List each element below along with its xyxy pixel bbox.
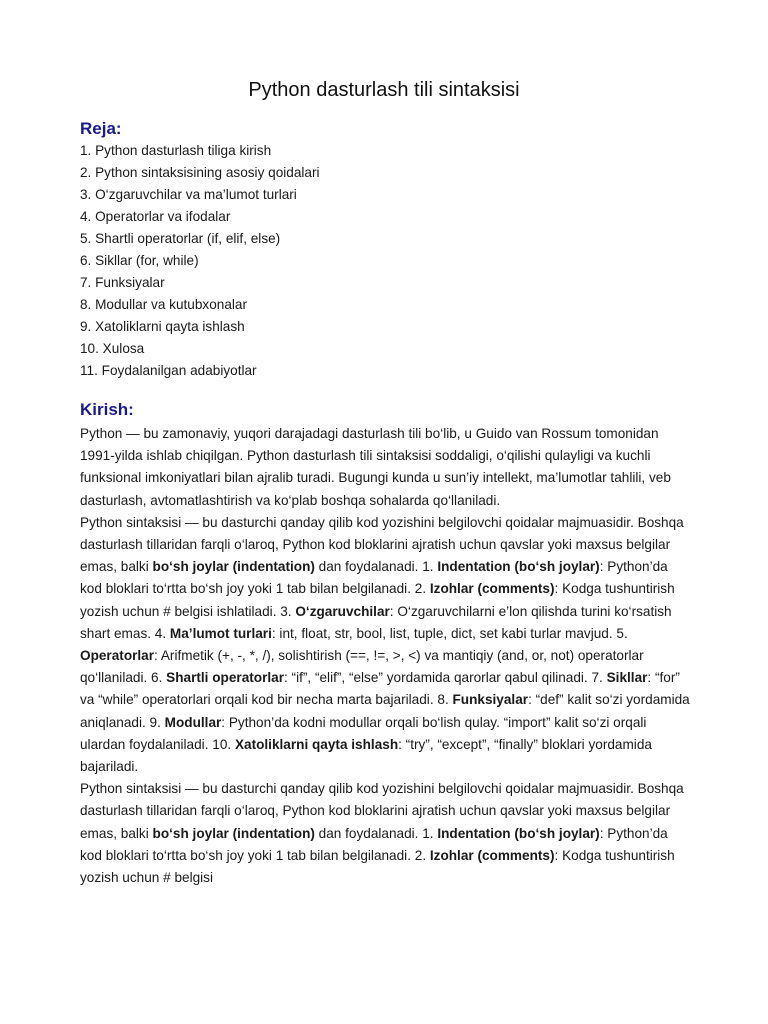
text-run: : Arifmetik (+, -, *, /), solishtirish (==, !=, >, <) va mantiqiy (and, or, not) operatorlar qo‘llaniladi. 6. (80, 648, 644, 686)
text-run: : Python’da kodni modullar orqali bo‘lish qulay. “import” kalit so‘zi orqali ulardan foydalaniladi. 10. (80, 714, 647, 752)
list-item: 7. Funksiyalar (80, 275, 165, 290)
text-run: Python sintaksisi — bu dasturchi qanday qilib kod yozishini belgilovchi qoidalar majmuasidir. Boshqa dasturlash tillaridan farqli o‘laroq, Python kod bloklarini ajratish uchun qavslar yoki maxsus belgilar emas, balki (80, 781, 684, 841)
text-run: : int, float, str, bool, list, tuple, dict, set kabi turlar mavjud. 5. (271, 625, 628, 641)
list-item: 5. Shartli operatorlar (if, elif, else) (80, 231, 281, 246)
text-run: : “try”, “except”, “finally” bloklari yordamida bajariladi. (80, 736, 652, 775)
list-item: 1. Python dasturlash tiliga kirish (80, 143, 272, 158)
text-run: : Kodga tushuntirish yozish uchun # belgisi ishlatiladi. 3. (80, 581, 675, 619)
list-item: 10. Xulosa (80, 341, 145, 356)
bold-term: O‘zgaruvchilar (295, 603, 390, 619)
bold-term: Sikllar (606, 670, 648, 686)
bold-term: Ma’lumot turlari (169, 625, 272, 641)
bold-term: Shartli operatorlar (166, 670, 284, 686)
bold-term: bo‘sh joylar (indentation) (152, 559, 315, 575)
bold-term: bo‘sh joylar (indentation) (152, 825, 315, 841)
text-run: : O‘zgaruvchilarni e’lon qilishda turini ko‘rsatish shart emas. 4. (80, 603, 672, 641)
text-run: : Python’da kod bloklari to‘rtta bo‘sh joy yoki 1 tab bilan belgilanadi. 2. (80, 825, 668, 863)
syntax-paragraph-repeat (80, 778, 690, 889)
bold-term: Funksiyalar (452, 692, 529, 708)
list-item: 9. Xatoliklarni qayta ishlash (80, 319, 245, 334)
text-run: : “def” kalit so‘zi yordamida aniqlanadi. 9. (80, 692, 690, 730)
bold-term: Operatorlar (80, 648, 155, 664)
body-text (80, 423, 690, 889)
text-run: : “for” va “while” operatorlari orqali kod bir necha marta bajariladi. 8. (80, 670, 680, 708)
intro-paragraph: Python — bu zamonaviy, yuqori darajadagi dasturlash tili bo‘lib, u Guido van Rossum tomonidan 1991-yilda ishlab chiqilgan. Python dasturlash tili sintaksisi soddaligi, o‘qilishi qulayligi va kuchli funksional imkoniyatlari bilan ajralib turadi. Bugungi kunda u sun’iy intellekt, ma’lumotlar tahlili, veb dasturlash, avtomatlashtirish va ko‘plab boshqa sohalarda qo‘llaniladi. (80, 426, 671, 508)
bold-term: Xatoliklarni qayta ishlash (234, 736, 399, 752)
bold-term: Modullar (164, 714, 222, 730)
list-item: 11. Foydalanilgan adabiyotlar (80, 363, 257, 378)
list-item: 3. O‘zgaruvchilar va ma’lumot turlari (80, 187, 297, 202)
plan-heading: Reja: (80, 119, 122, 138)
bold-term: Izohlar (comments) (429, 581, 555, 597)
list-item: 4. Operatorlar va ifodalar (80, 209, 231, 224)
list-item: 8. Modullar va kutubxonalar (80, 297, 247, 312)
syntax-paragraph (80, 512, 690, 778)
list-item: 6. Sikllar (for, while) (80, 253, 199, 268)
bold-term: Indentation (bo‘sh joylar) (437, 559, 600, 575)
text-run: : Python’da kod bloklari to‘rtta bo‘sh joy yoki 1 tab bilan belgilanadi. 2. (80, 559, 668, 597)
intro-heading: Kirish: (80, 400, 134, 419)
page-title: Python dasturlash tili sintaksisi (248, 79, 520, 101)
list-item: 2. Python sintaksisining asosiy qoidalari (80, 165, 320, 180)
text-run: : “if”, “elif”, “else” yordamida qarorlar qabul qilinadi. 7. (284, 670, 607, 686)
text-run: dan foydalanadi. 1. (314, 825, 438, 841)
text-run: dan foydalanadi. 1. (314, 559, 438, 575)
text-run: Python sintaksisi — bu dasturchi qanday qilib kod yozishini belgilovchi qoidalar majmuasidir. Boshqa dasturlash tillaridan farqli o‘laroq, Python kod bloklarini ajratish uchun qavslar yoki maxsus belgilar emas, balki (80, 514, 684, 575)
text-run: : Kodga tushuntirish yozish uchun # belgisi (80, 847, 675, 886)
bold-term: Izohlar (comments) (429, 847, 555, 863)
bold-term: Indentation (bo‘sh joylar) (437, 825, 600, 841)
plan-list (80, 140, 320, 382)
